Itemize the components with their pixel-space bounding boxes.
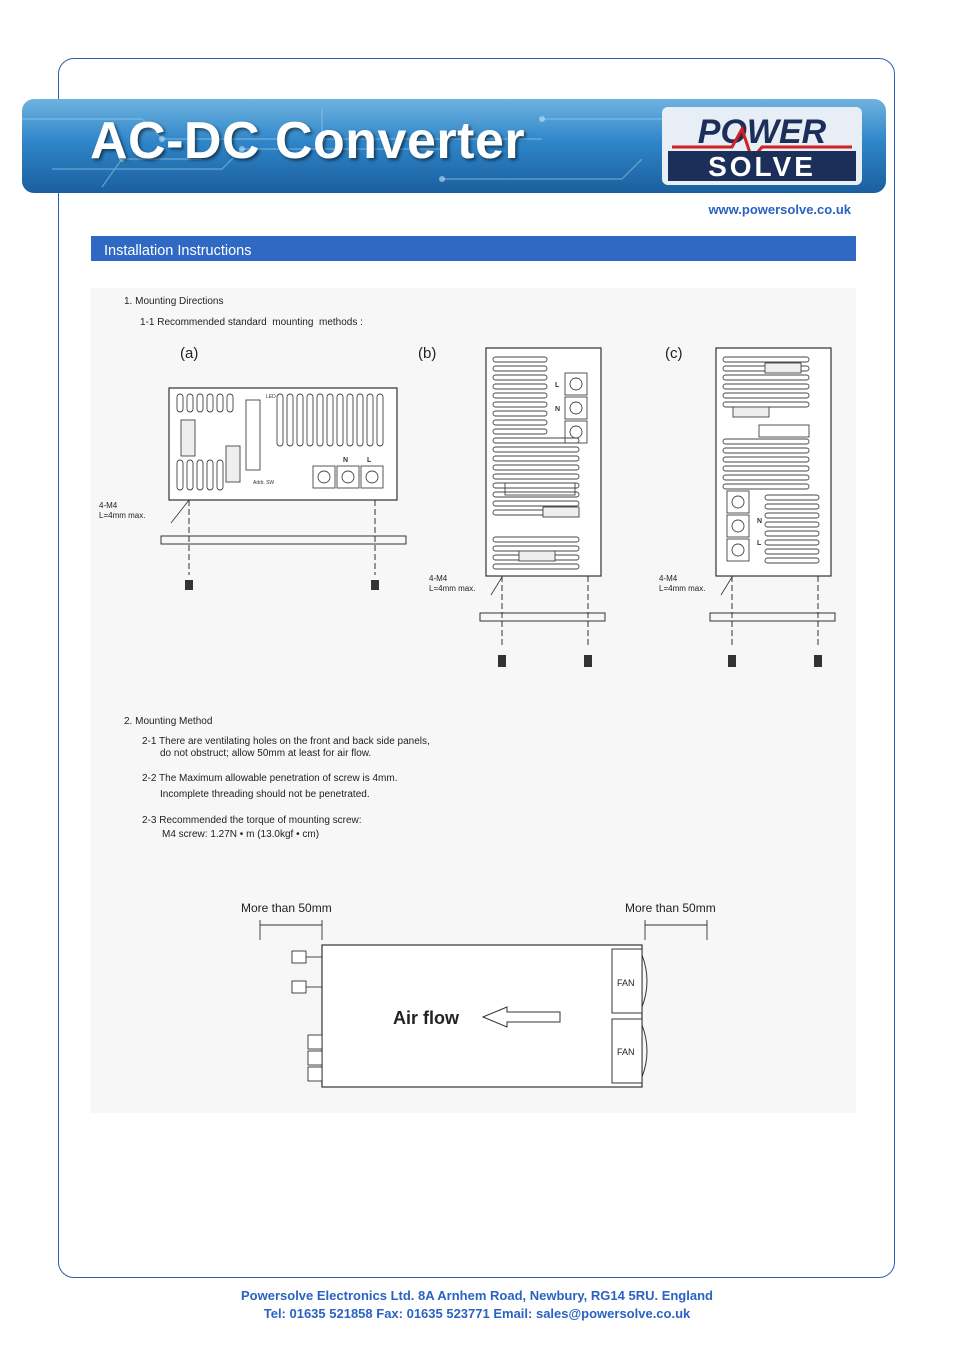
mounting-method-heading: 2. Mounting Method	[124, 716, 213, 727]
mounting-method-item3-line1: 2-3 Recommended the torque of mounting screw:	[142, 815, 362, 826]
right-clearance-label: More than 50mm	[625, 901, 716, 915]
svg-text:SOLVE: SOLVE	[708, 151, 816, 182]
mounting-directions-heading: 1. Mounting Directions	[124, 296, 224, 307]
screw-spec-c-1: 4-M4	[659, 574, 678, 583]
screw-spec-b-1: 4-M4	[429, 574, 448, 583]
terminal-n-b: N	[555, 406, 561, 413]
label-a: (a)	[180, 345, 199, 362]
fan-label-1: FAN	[617, 978, 635, 988]
website-link[interactable]: www.powersolve.co.uk	[708, 202, 851, 217]
mounting-method-item1-line1: 2-1 There are ventilating holes on the front and back side panels,	[142, 736, 430, 747]
mounting-method-item3-line2: M4 screw: 1.27N • m (13.0kgf • cm)	[162, 829, 320, 840]
footer-contact: Tel: 01635 521858 Fax: 01635 523771 Email: sales@powersolve.co.uk	[263, 1306, 691, 1321]
mounting-directions-sub: 1-1 Recommended standard mounting methods :	[140, 317, 363, 328]
label-c: (c)	[665, 345, 683, 362]
footer-address: Powersolve Electronics Ltd. 8A Arnhem Road, Newbury, RG14 5RU. England	[241, 1288, 713, 1303]
page-title: AC-DC Converter	[90, 112, 526, 170]
addr-sw-label-a: Addr. SW	[253, 480, 275, 486]
terminal-n-c: N	[757, 518, 763, 525]
svg-text:POWER: POWER	[697, 113, 827, 151]
terminal-l-a: L	[367, 457, 372, 464]
fan-label-2: FAN	[617, 1047, 635, 1057]
terminal-l-c: L	[757, 540, 762, 547]
label-b: (b)	[418, 345, 437, 362]
header-banner	[22, 99, 886, 193]
mounting-method-item2-line2: Incomplete threading should not be penetrated.	[160, 789, 370, 800]
powersolve-logo	[662, 107, 862, 185]
airflow-diagram	[235, 895, 725, 1095]
screw-spec-a-2: L=4mm max.	[99, 511, 146, 520]
led-label: LED	[266, 394, 276, 400]
screw-spec-c-2: L=4mm max.	[659, 584, 706, 593]
section-title: Installation Instructions	[104, 243, 252, 259]
airflow-label: Air flow	[393, 1008, 459, 1028]
mounting-diagram-b	[425, 345, 625, 680]
screw-spec-b-2: L=4mm max.	[429, 584, 476, 593]
mounting-method-item1-line2: do not obstruct; allow 50mm at least for air flow.	[160, 748, 372, 759]
left-clearance-label: More than 50mm	[241, 901, 332, 915]
screw-spec-a-1: 4-M4	[99, 501, 118, 510]
section-header	[91, 236, 856, 261]
terminal-l-b: L	[555, 382, 560, 389]
terminal-n-a: N	[343, 457, 349, 464]
mounting-method-item2-line1: 2-2 The Maximum allowable penetration of screw is 4mm.	[142, 773, 398, 784]
mounting-diagram-a	[91, 380, 421, 605]
mounting-diagram-c	[655, 345, 855, 680]
